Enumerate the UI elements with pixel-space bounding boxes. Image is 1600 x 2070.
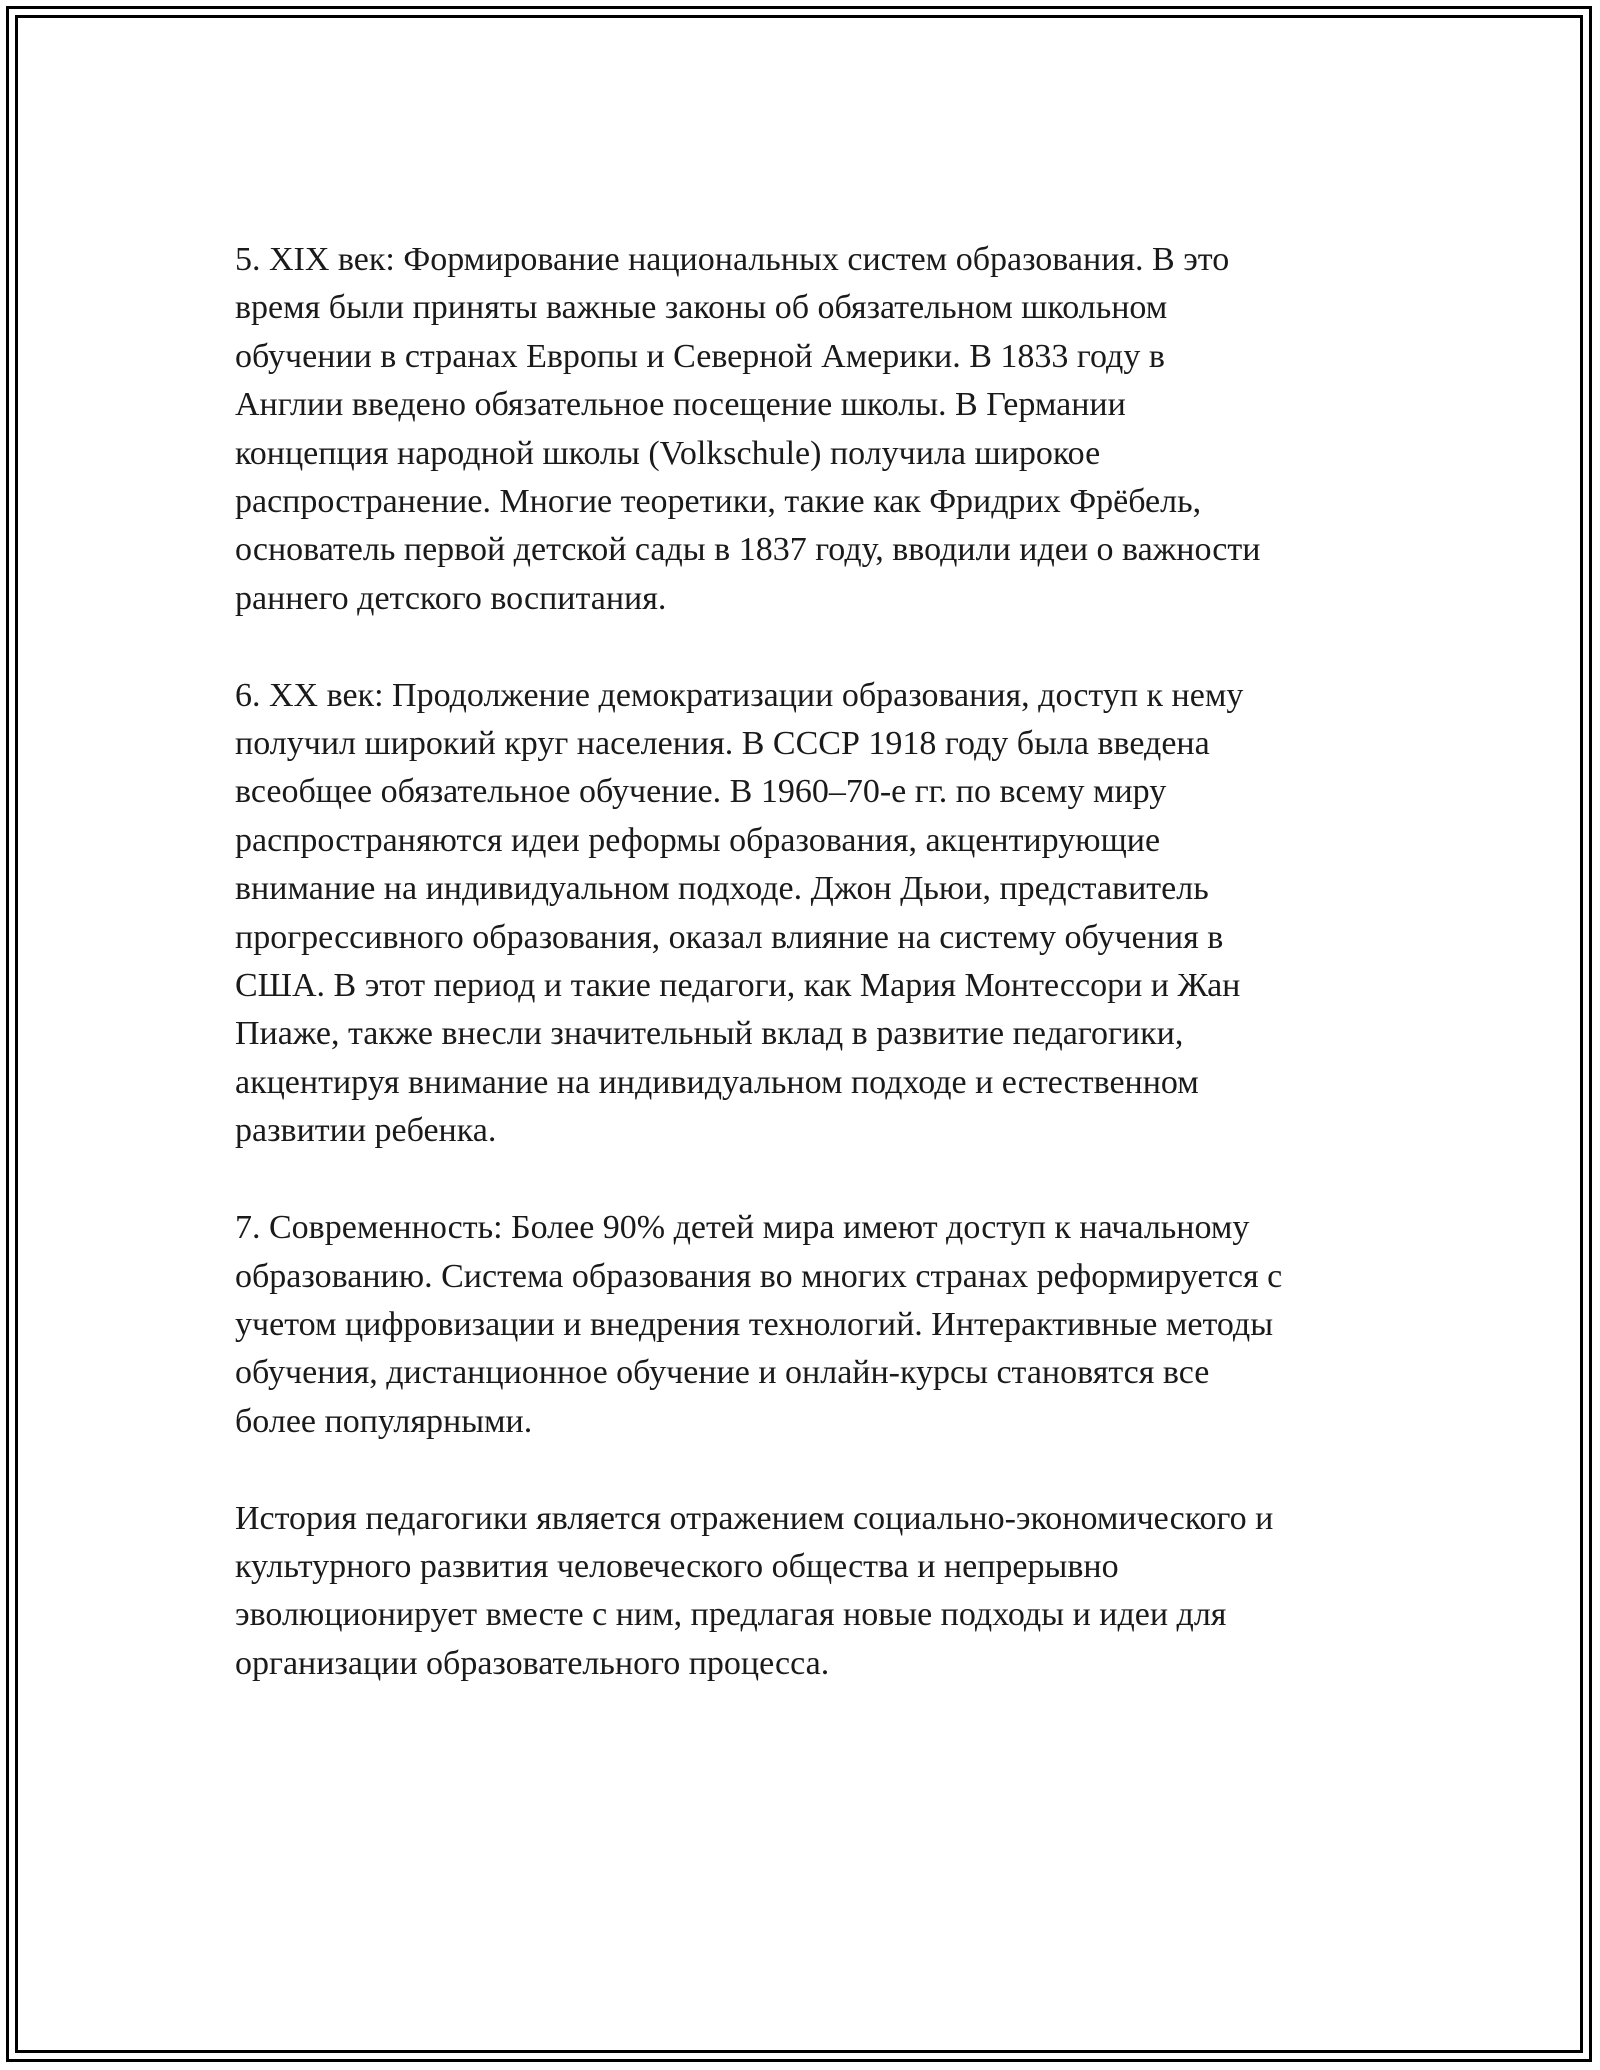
paragraph-modern-era: 7. Современность: Более 90% детей мира имеют доступ к начальному образованию. Система образования во многих странах реформируется с учетом цифровизации и внедрения технологий. Интерактивные методы обучения, дистанционное обучение и онлайн-курсы становятся все более популярными.	[235, 1209, 1283, 1440]
document-body	[235, 236, 1415, 1737]
paragraph-conclusion: История педагогики является отражением социально-экономического и культурного развития человеческого общества и непрерывно эволюционирует вместе с ним, предлагая новые подходы и идеи для организации образовательного процесса.	[235, 1499, 1274, 1682]
paragraph-20th-century: 6. XX век: Продолжение демократизации образования, доступ к нему получил широкий круг населения. В СССР 1918 году была введена всеобщее обязательное обучение. В 1960–70-е гг. по всему миру распространяются идеи реформы образования, акцентирующие внимание на индивидуальном подходе. Джон Дьюи, представитель прогрессивного образования, оказал влияние на систему обучения в США. В этот период и такие педагоги, как Мария Монтессори и Жан Пиаже, также внесли значительный вклад в развитие педагогики, акцентируя внимание на индивидуальном подходе и естественном развитии ребенка.	[235, 676, 1244, 1150]
paragraph-19th-century: 5. XIX век: Формирование национальных систем образования. В это время были приняты важные законы об обязательном школьном обучении в странах Европы и Северной Америки. В 1833 году в Англии введено обязательное посещение школы. В Германии концепция народной школы (Volkschule) получила широкое распространение. Многие теоретики, такие как Фридрих Фрёбель, основатель первой детской сады в 1837 году, вводили идеи о важности раннего детского воспитания.	[235, 241, 1261, 617]
